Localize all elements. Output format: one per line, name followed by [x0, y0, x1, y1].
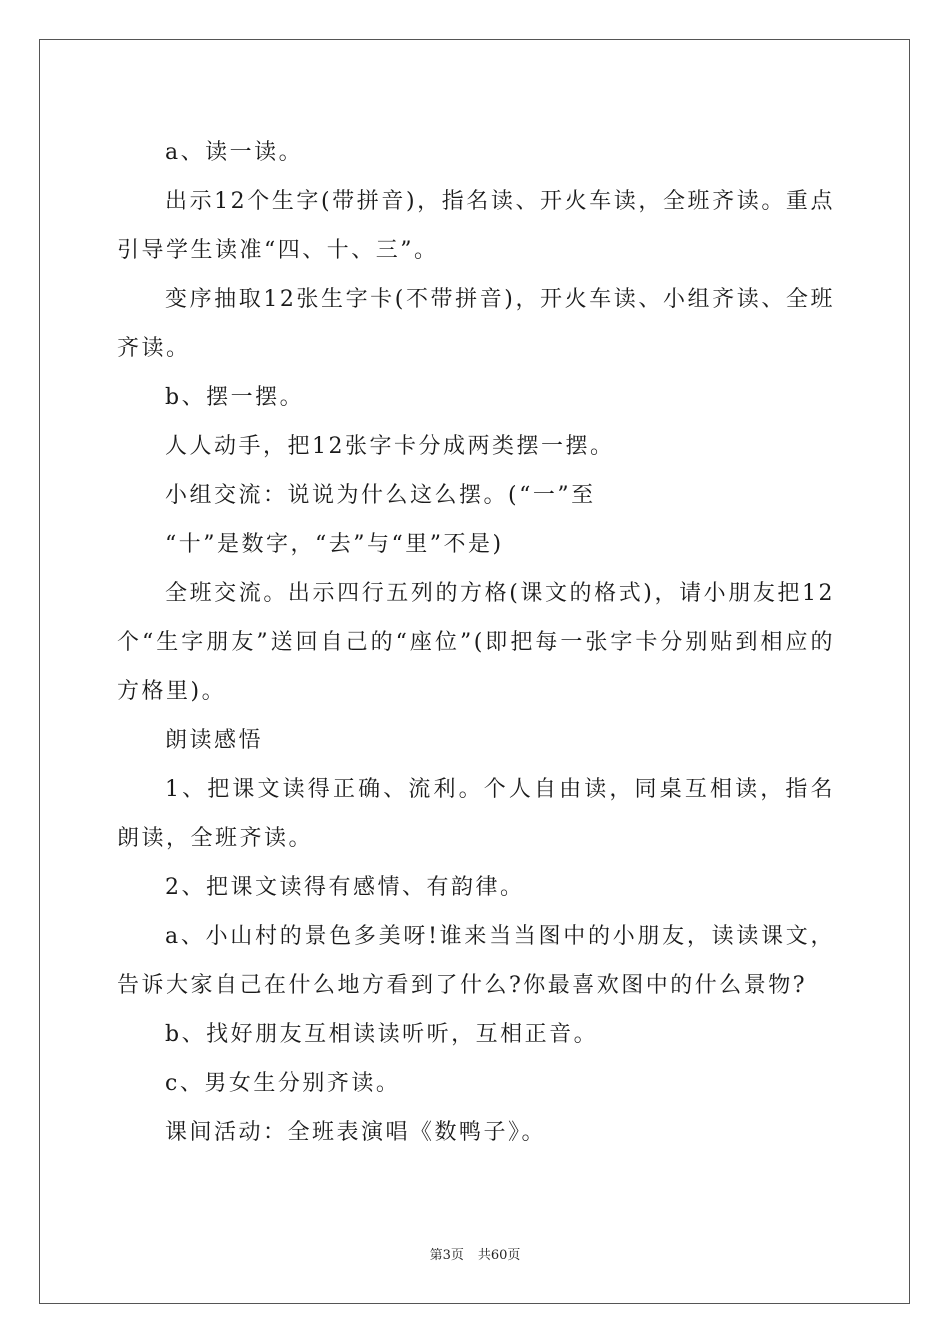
- paragraph: 全班交流。出示四行五列的方格(课文的格式)，请小朋友把12个“生字朋友”送回自己的“座位”(即把每一张字卡分别贴到相应的方格里)。: [117, 581, 835, 704]
- paragraph: a、小山村的景色多美呀!谁来当当图中的小朋友，读读课文，告诉大家自己在什么地方看到了什么?你最喜欢图中的什么景物?: [117, 924, 835, 998]
- paragraph: 1、把课文读得正确、流利。个人自由读，同桌互相读，指名朗读，全班齐读。: [117, 777, 835, 851]
- paragraph: c、男女生分别齐读。: [165, 1071, 401, 1096]
- total-pages: 共60页: [477, 1248, 521, 1263]
- paragraph: 朗读感悟: [165, 728, 264, 753]
- paragraph: 小组交流：说说为什么这么摆。(“一”至: [165, 483, 596, 508]
- page-footer: [0, 1247, 950, 1265]
- paragraph: 出示12个生字(带拼音)，指名读、开火车读，全班齐读。重点引导学生读准“四、十、三”。: [117, 189, 835, 263]
- paragraph: 人人动手，把12张字卡分成两类摆一摆。: [165, 434, 615, 459]
- paragraph: b、找好朋友互相读读听听，互相正音。: [165, 1022, 599, 1047]
- paragraph: a、读一读。: [165, 140, 304, 165]
- paragraph: b、摆一摆。: [165, 385, 305, 410]
- page-number: 第3页: [429, 1248, 464, 1263]
- paragraph: 2、把课文读得有感情、有韵律。: [165, 875, 525, 900]
- document-body: [117, 128, 835, 1157]
- paragraph: “十”是数字，“去”与“里”不是): [165, 532, 504, 557]
- paragraph: 变序抽取12张生字卡(不带拼音)，开火车读、小组齐读、全班齐读。: [117, 287, 835, 361]
- paragraph: 课间活动：全班表演唱《数鸭子》。: [165, 1120, 547, 1145]
